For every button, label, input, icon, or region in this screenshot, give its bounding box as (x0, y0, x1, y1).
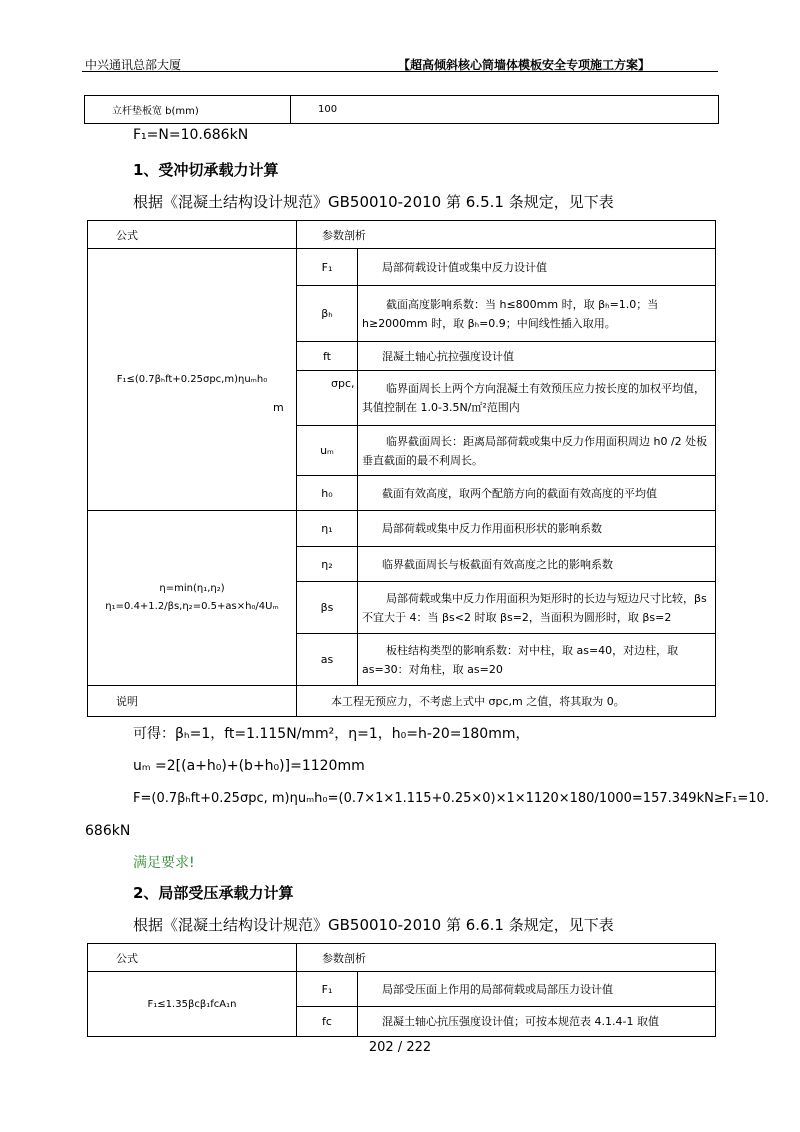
local-compression-table (87, 943, 716, 1037)
section1-intro: 根据《混凝土结构设计规范》GB50010-2010 第 6.5.1 条规定，见下表 (133, 193, 614, 211)
param-symbol: h₀ (297, 476, 358, 511)
header-rule (82, 71, 718, 72)
param-desc: 临界面周长上两个方向混凝土有效预压应力按长度的加权平均值，其值控制在 1.0-3.5N/㎡²范围内 (362, 382, 705, 414)
header-left-project: 中兴通讯总部大厦 (85, 58, 182, 72)
param-symbol: as (297, 634, 358, 686)
table-row (88, 511, 716, 547)
param-symbol: F₁ (297, 972, 358, 1007)
col-formula-header: 公式 (88, 221, 297, 249)
table-row (88, 972, 716, 1007)
formula-a-cell: F₁≤(0.7βₕft+0.25σpc,m)ηuₘh₀ (88, 249, 297, 511)
param-symbol: η₁ (297, 511, 358, 547)
section2-heading: 2、局部受压承载力计算 (133, 884, 294, 902)
pad-width-label: 立杆垫板宽 b(mm) (85, 96, 291, 124)
param-desc: 临界截面周长：距离局部荷载或集中反力作用面积周边 h0 /2 处板垂直截面的最不利周长。 (362, 434, 708, 467)
param-desc: 混凝土轴心抗压强度设计值；可按本规范表 4.1.4-1 取值 (358, 1007, 716, 1037)
param-desc: 局部荷载或集中反力作用面积形状的影响系数 (358, 511, 716, 547)
result-line-2: uₘ =2[(a+h₀)+(b+h₀)]=1120mm (133, 758, 365, 774)
param-desc: 临界截面周长与板截面有效高度之比的影响系数 (358, 547, 716, 582)
note-label: 说明 (88, 686, 297, 717)
f1-value-line: F₁=N=10.686kN (133, 127, 249, 143)
param-symbol: βs (297, 582, 358, 634)
param-desc: 局部荷载设计值或集中反力设计值 (358, 249, 716, 286)
table-header-row (88, 221, 716, 249)
param-symbol: ft (297, 342, 358, 371)
section1-heading: 1、受冲切承载力计算 (133, 161, 279, 179)
param-symbol: σpc, (331, 377, 355, 390)
col-params-header: 参数剖析 (297, 221, 716, 249)
param-symbol-suffix: m (273, 401, 284, 414)
param-symbol: βₕ (297, 286, 358, 342)
table-note-row (88, 686, 716, 717)
result-line-3: F=(0.7βₕft+0.25σpc, m)ηuₘh₀=(0.7×1×1.115+0.25×0)×1×1120×180/1000=157.349kN≥F₁=10. (133, 791, 769, 806)
formula-b-line1: η=min(η₁,η₂) (159, 583, 225, 594)
note-text: 本工程无预应力，不考虑上式中 σpc,m 之值，将其取为 0。 (297, 686, 716, 717)
param-symbol: η₂ (297, 547, 358, 582)
param-symbol: uₘ (297, 426, 358, 476)
param-symbol: fc (297, 1007, 358, 1037)
col-params-header: 参数剖析 (297, 944, 716, 972)
param-desc: 局部荷载或集中反力作用面积为矩形时的长边与短边尺寸比较，βs 不宜大于 4：当 βs<2 时取 βs=2，当面积为圆形时，取 βs=2 (362, 591, 707, 624)
param-desc: 截面有效高度，取两个配筋方向的截面有效高度的平均值 (358, 476, 716, 511)
formula-cell: F₁≤1.35βcβ₁fcA₁n (88, 972, 297, 1037)
conclusion-text: 满足要求! (133, 855, 195, 871)
page-number: 202 / 222 (368, 1040, 432, 1055)
header-right-title: 【超高倾斜核心筒墙体模板安全专项施工方案】 (398, 58, 651, 72)
section2-intro: 根据《混凝土结构设计规范》GB50010-2010 第 6.6.1 条规定，见下表 (133, 916, 614, 934)
table-row (88, 249, 716, 286)
param-desc: 截面高度影响系数：当 h≤800mm 时，取 βₕ=1.0；当 h≥2000mm 时，取 βₕ=0.9；中间线性插入取用。 (362, 297, 659, 330)
result-line-4: 686kN (85, 823, 131, 839)
table-row (85, 96, 719, 124)
param-symbol: F₁ (297, 249, 358, 286)
result-line-1: 可得：βₕ=1，ft=1.115N/mm²，η=1，h₀=h-20=180mm， (133, 726, 530, 742)
pad-width-value: 100 (291, 96, 719, 124)
param-desc: 局部受压面上作用的局部荷载或局部压力设计值 (358, 972, 716, 1007)
table-header-row (88, 944, 716, 972)
punching-shear-table (87, 220, 716, 717)
pad-width-table (84, 95, 719, 124)
param-desc: 板柱结构类型的影响系数：对中柱，取 as=40，对边柱，取 as=30：对角柱，取 as=20 (362, 643, 679, 676)
col-formula-header: 公式 (88, 944, 297, 972)
param-desc: 混凝土轴心抗拉强度设计值 (358, 342, 716, 371)
formula-b-line2: η₁=0.4+1.2/βs,η₂=0.5+as×h₀/4Uₘ (105, 601, 279, 612)
